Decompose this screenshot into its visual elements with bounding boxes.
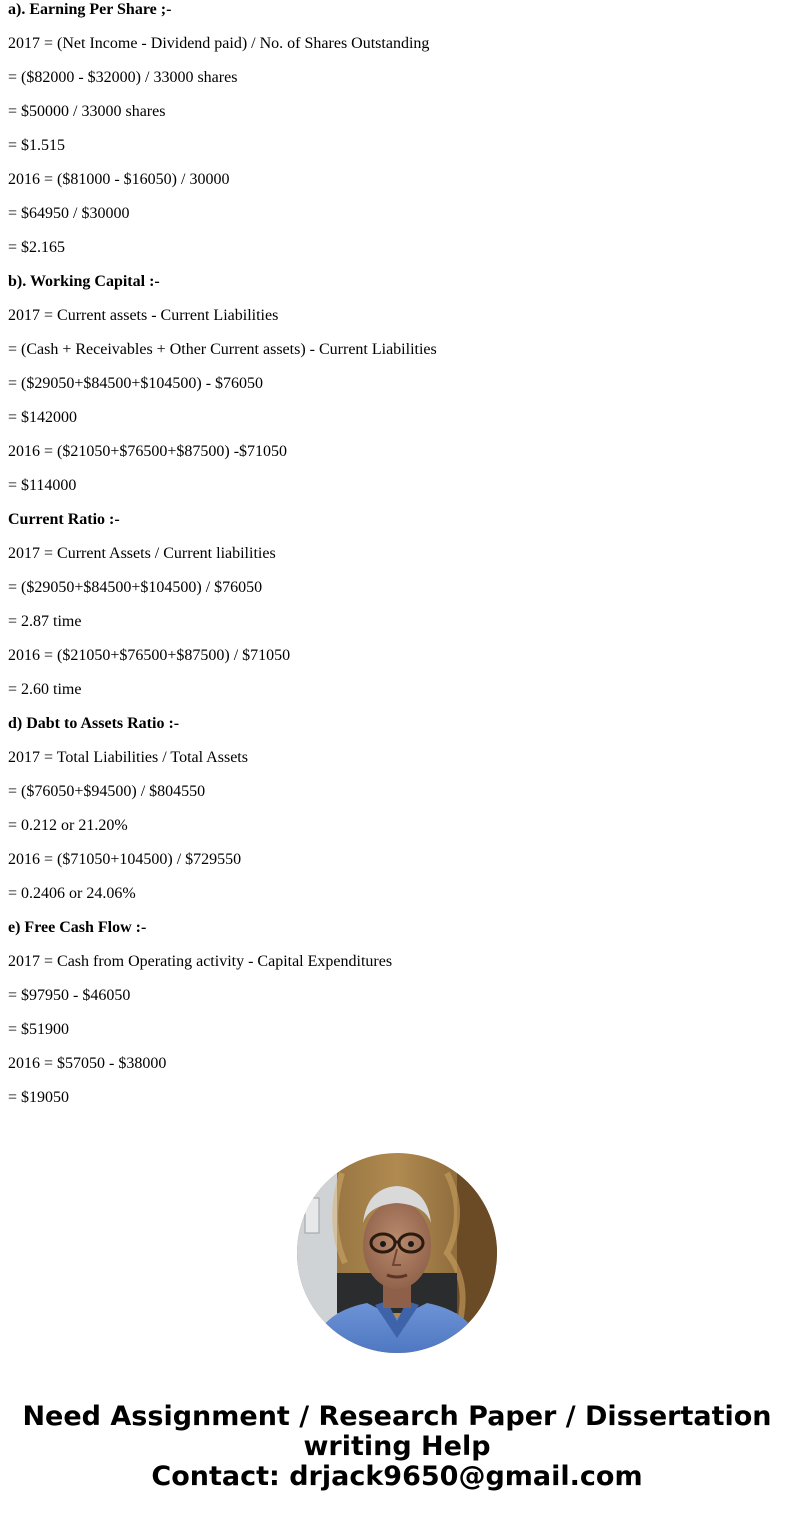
text-line: = $50000 / 33000 shares: [8, 103, 166, 120]
text-line: = 2.60 time: [8, 681, 82, 698]
text-line: 2016 = ($21050+$76500+$87500) / $71050: [8, 647, 291, 664]
text-line: 2017 = Cash from Operating activity - Capital Expenditures: [8, 953, 393, 970]
footer-contact-line: Contact: drjack9650@gmail.com: [151, 1461, 643, 1492]
text-line: 2016 = ($81000 - $16050) / 30000: [8, 171, 230, 188]
text-line: 2017 = Current Assets / Current liabilities: [8, 545, 276, 562]
solution-text: [8, 0, 788, 1122]
text-line: = ($76050+$94500) / $804550: [8, 783, 206, 800]
text-line: = ($82000 - $32000) / 33000 shares: [8, 69, 238, 86]
section-heading: d) Dabt to Assets Ratio :-: [8, 715, 180, 732]
section-heading: a). Earning Per Share ;-: [8, 1, 172, 18]
text-line: = $64950 / $30000: [8, 205, 130, 222]
text-line: 2017 = Total Liabilities / Total Assets: [8, 749, 248, 766]
footer-contact: [0, 1402, 794, 1492]
text-line: = $1.515: [8, 137, 66, 154]
footer-line-1: Need Assignment / Research Paper / Dissertation: [22, 1401, 772, 1432]
text-line: = 0.212 or 21.20%: [8, 817, 128, 834]
text-line: = ($29050+$84500+$104500) - $76050: [8, 375, 264, 392]
text-line: = $51900: [8, 1021, 70, 1038]
text-line: 2016 = $57050 - $38000: [8, 1055, 167, 1072]
section-heading: e) Free Cash Flow :-: [8, 919, 147, 936]
text-line: = $114000: [8, 477, 77, 494]
author-photo: [297, 1153, 497, 1353]
text-line: = (Cash + Receivables + Other Current assets) - Current Liabilities: [8, 341, 437, 358]
text-line: = $19050: [8, 1089, 70, 1106]
text-line: = ($29050+$84500+$104500) / $76050: [8, 579, 263, 596]
text-line: 2016 = ($71050+104500) / $729550: [8, 851, 242, 868]
text-line: = 2.87 time: [8, 613, 82, 630]
text-line: = $142000: [8, 409, 78, 426]
text-line: = 0.2406 or 24.06%: [8, 885, 136, 902]
footer-line-2: writing Help: [303, 1431, 491, 1462]
text-line: 2016 = ($21050+$76500+$87500) -$71050: [8, 443, 288, 460]
text-line: 2017 = (Net Income - Dividend paid) / No. of Shares Outstanding: [8, 35, 430, 52]
text-line: 2017 = Current assets - Current Liabilities: [8, 307, 279, 324]
text-line: = $2.165: [8, 239, 66, 256]
author-avatar: [297, 1153, 497, 1353]
section-heading: Current Ratio :-: [8, 511, 120, 528]
text-line: = $97950 - $46050: [8, 987, 131, 1004]
section-heading: b). Working Capital :-: [8, 273, 160, 290]
